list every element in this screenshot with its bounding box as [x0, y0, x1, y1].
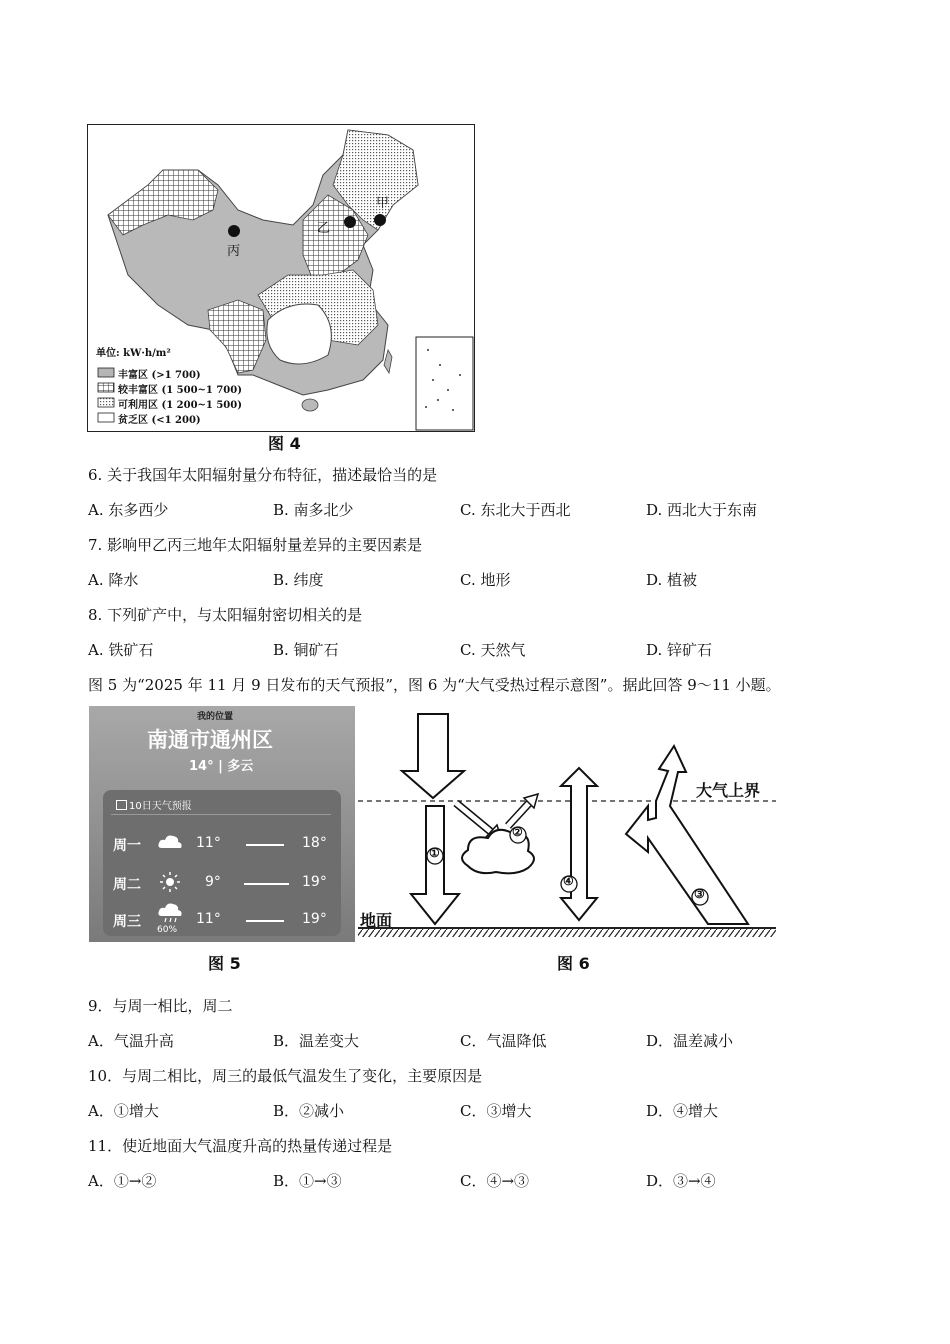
heating-graphic	[356, 706, 780, 946]
legend-swatch-poor	[98, 413, 114, 422]
figure6-caption: 图 6	[557, 954, 590, 973]
solar-radiation-map	[87, 124, 475, 432]
marker-1: ①	[429, 846, 440, 860]
q9-option-a[interactable]: A．气温升高	[88, 1032, 174, 1050]
point-yi	[344, 216, 356, 228]
high-temp-mon: 18°	[302, 835, 327, 851]
low-temp-tue: 9°	[205, 874, 221, 890]
city-name: 南通市通州区	[147, 728, 273, 752]
q6-option-a[interactable]: A. 东多西少	[88, 501, 169, 519]
arrow-1	[411, 806, 459, 924]
question-8-stem: 8. 下列矿产中，与太阳辐射密切相关的是	[88, 606, 363, 624]
figure4-caption: 图 4	[268, 434, 301, 453]
q8-option-b[interactable]: B. 铜矿石	[273, 641, 339, 659]
q8-option-c[interactable]: C. 天然气	[460, 641, 526, 659]
q7-option-a[interactable]: A. 降水	[88, 571, 139, 589]
q6-option-c[interactable]: C. 东北大于西北	[460, 501, 571, 519]
temp-bar-tue	[244, 883, 289, 885]
incoming-solar-arrow	[402, 714, 464, 798]
question-7-stem: 7. 影响甲乙丙三地年太阳辐射量差异的主要因素是	[88, 536, 423, 554]
low-temp-mon: 11°	[196, 835, 221, 851]
q10-option-c[interactable]: C．③增大	[460, 1102, 532, 1120]
legend-label-rich: 丰富区 (>1 700)	[118, 370, 201, 381]
label-bing: 丙	[227, 244, 241, 259]
question-9-stem: 9．与周一相比，周二	[88, 997, 233, 1015]
marker-3: ③	[694, 887, 705, 901]
legend-unit: 单位: kW·h/m²	[96, 348, 171, 359]
arrow-3	[626, 746, 748, 924]
q11-option-a[interactable]: A．①→②	[88, 1172, 157, 1190]
q8-option-a[interactable]: A. 铁矿石	[88, 641, 154, 659]
q7-option-c[interactable]: C. 地形	[460, 571, 511, 589]
sichuan-basin	[267, 304, 331, 364]
q11-option-c[interactable]: C．④→③	[460, 1172, 530, 1190]
rain-cloud-icon	[157, 903, 183, 923]
ground-label: 地面	[360, 911, 393, 930]
atmospheric-heating-diagram	[356, 706, 780, 946]
q7-option-d[interactable]: D. 植被	[646, 571, 698, 589]
q9-option-c[interactable]: C．气温降低	[460, 1032, 547, 1050]
legend-swatch-rich	[98, 368, 114, 377]
legend-label-usable: 可利用区 (1 200~1 500)	[118, 400, 242, 411]
legend-swatch-fairly-rich	[98, 383, 114, 392]
q10-option-b[interactable]: B．②减小	[273, 1102, 345, 1120]
my-location-label: 我的位置	[197, 712, 234, 722]
label-jia: 甲	[376, 196, 390, 211]
question-11-stem: 11．使近地面大气温度升高的热量传递过程是	[88, 1137, 393, 1155]
q8-option-d[interactable]: D. 锌矿石	[646, 641, 713, 659]
q11-option-b[interactable]: B．①→③	[273, 1172, 342, 1190]
day-label-wed: 周三	[113, 914, 141, 930]
q9-option-b[interactable]: B．温差变大	[273, 1032, 360, 1050]
q9-option-d[interactable]: D．温差减小	[646, 1032, 734, 1050]
low-temp-wed: 11°	[196, 911, 221, 927]
day-label-tue: 周二	[113, 877, 141, 893]
calendar-icon	[116, 800, 127, 810]
current-weather: 14° | 多云	[189, 759, 254, 774]
label-yi: 乙	[317, 221, 331, 236]
weather-forecast-screenshot	[89, 706, 355, 942]
q11-option-d[interactable]: D．③→④	[646, 1172, 716, 1190]
south-sea-inset	[416, 337, 473, 430]
marker-2: ②	[512, 825, 523, 839]
day-label-mon: 周一	[113, 838, 141, 854]
legend-label-fairly-rich: 较丰富区 (1 500~1 700)	[118, 385, 242, 396]
arrow-4	[561, 768, 597, 920]
temp-bar-wed	[246, 920, 284, 922]
legend-label-poor: 贫乏区 (<1 200)	[118, 415, 201, 426]
q7-option-b[interactable]: B. 纬度	[273, 571, 324, 589]
q6-option-b[interactable]: B. 南多北少	[273, 501, 354, 519]
sun-icon	[160, 872, 180, 892]
question-10-stem: 10．与周二相比，周三的最低气温发生了变化，主要原因是	[88, 1067, 483, 1085]
high-temp-wed: 19°	[302, 911, 327, 927]
q10-option-d[interactable]: D．④增大	[646, 1102, 719, 1120]
taiwan-island	[384, 350, 392, 373]
q10-option-a[interactable]: A．①增大	[88, 1102, 159, 1120]
marker-4: ④	[563, 874, 574, 888]
atmosphere-top-label: 大气上界	[696, 781, 761, 800]
q6-option-d[interactable]: D. 西北大于东南	[646, 501, 758, 519]
point-bing	[228, 225, 240, 237]
hainan-island	[302, 399, 318, 411]
temp-bar-mon	[246, 844, 284, 846]
point-jia	[374, 214, 386, 226]
forecast-title: 10日天气预报	[129, 801, 192, 812]
intro-text: 图 5 为“2025 年 11 月 9 日发布的天气预报”，图 6 为“大气受热过程示意图”。据此回答 9～11 小题。	[88, 676, 781, 694]
high-temp-tue: 19°	[302, 874, 327, 890]
cloud-icon	[157, 833, 183, 851]
rain-probability-wed: 60%	[157, 925, 178, 935]
figure5-caption: 图 5	[208, 954, 241, 973]
legend-swatch-usable	[98, 398, 114, 407]
question-6-stem: 6. 关于我国年太阳辐射量分布特征，描述最恰当的是	[88, 466, 438, 484]
